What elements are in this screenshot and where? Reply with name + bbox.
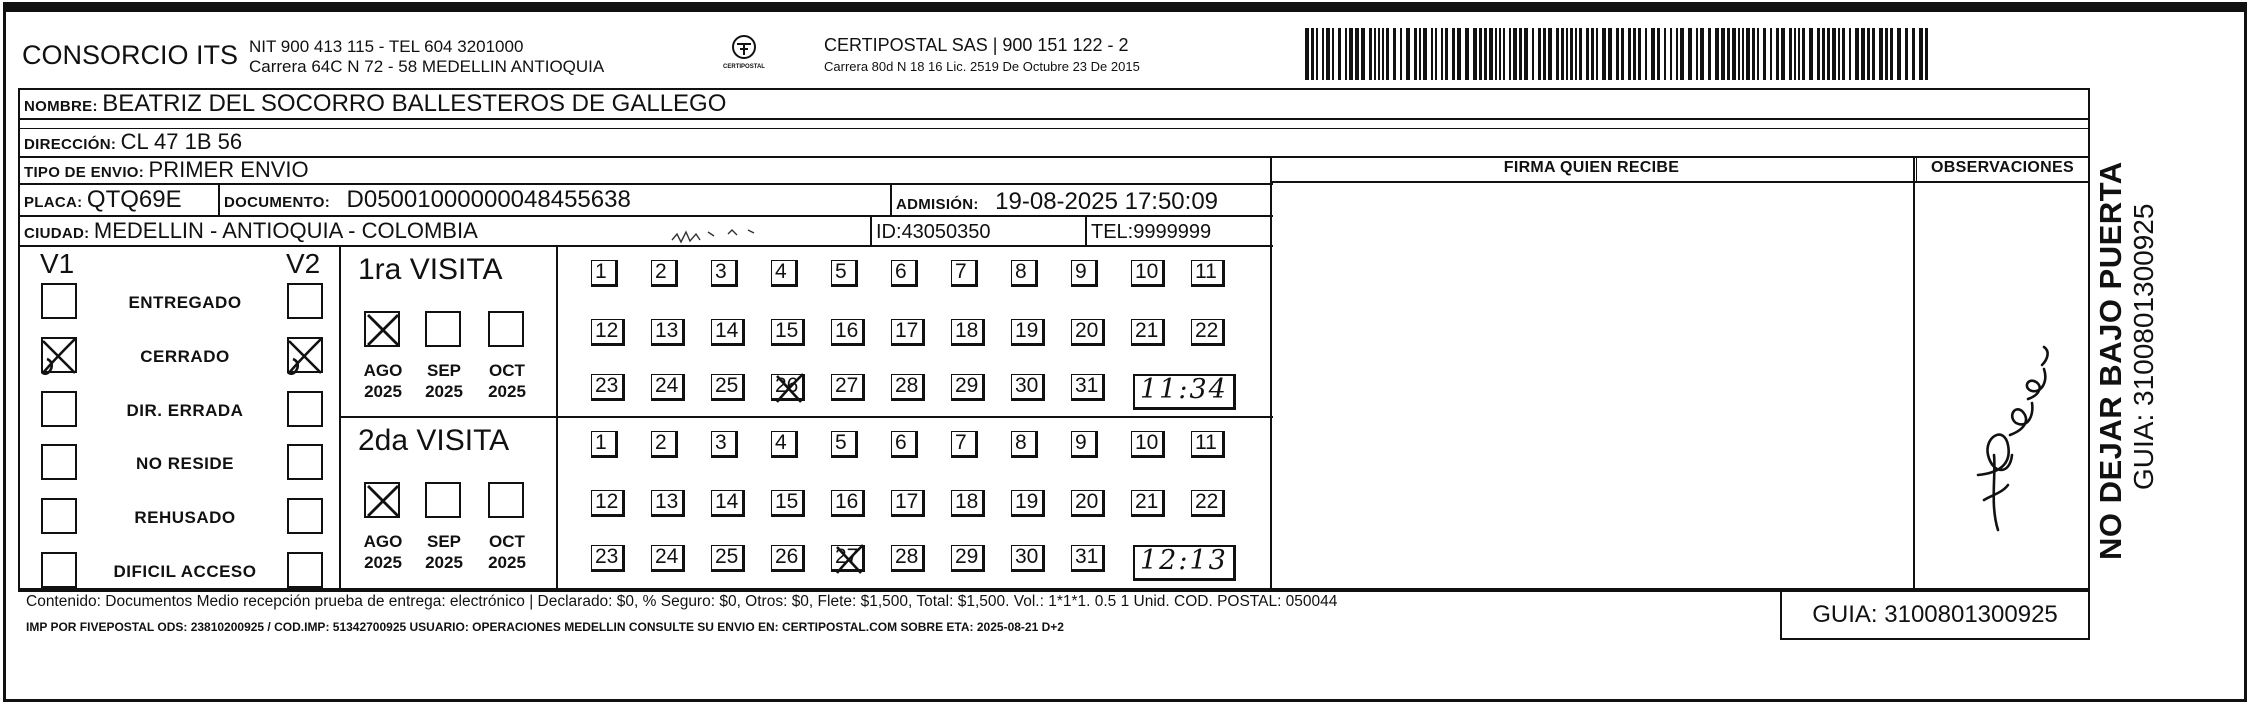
day-box[interactable]: 22 — [1191, 319, 1225, 346]
day-box[interactable]: 28 — [891, 545, 925, 572]
day-box[interactable]: 27 — [831, 545, 865, 572]
barcode-bar — [1499, 28, 1501, 80]
row-divider — [18, 156, 2090, 158]
barcode-bar — [1638, 28, 1641, 80]
barcode-bar — [1890, 28, 1893, 80]
barcode-bar — [1742, 28, 1744, 80]
day-box[interactable]: 24 — [651, 374, 685, 401]
v1-checkbox[interactable] — [41, 498, 77, 534]
barcode-bar — [1670, 28, 1672, 80]
barcode-bar — [1596, 28, 1598, 80]
day-box[interactable]: 3 — [711, 260, 738, 287]
barcode-bar — [1524, 28, 1528, 80]
tel-row — [1091, 222, 1211, 242]
barcode-bar — [1369, 28, 1372, 80]
barcode-bar — [1832, 28, 1836, 80]
barcode-bar — [1452, 28, 1455, 80]
barcode-bar — [1419, 28, 1421, 80]
row-divider — [18, 245, 1273, 247]
barcode — [1305, 28, 1935, 80]
day-box[interactable]: 5 — [831, 260, 858, 287]
logo-emblem-icon — [729, 34, 759, 60]
barcode-bar — [1885, 28, 1888, 80]
month-label: OCT — [489, 361, 525, 380]
barcode-bar — [1479, 28, 1482, 80]
barcode-bar — [1509, 28, 1511, 80]
barcode-bar — [1361, 28, 1365, 80]
month-label: SEP — [426, 361, 462, 380]
col-divider — [218, 183, 220, 215]
checkmark-icon — [37, 333, 81, 377]
id-value: 43050350 — [901, 221, 991, 243]
barcode-bar — [1400, 28, 1402, 80]
barcode-bar — [1827, 28, 1830, 80]
day-box[interactable]: 14 — [711, 490, 745, 517]
documento-row — [224, 188, 631, 212]
v2-checkbox[interactable] — [287, 391, 323, 427]
day-box[interactable]: 9 — [1071, 431, 1098, 458]
barcode-bar — [1842, 28, 1845, 80]
barcode-bar — [1423, 28, 1427, 80]
direccion-row — [24, 131, 242, 153]
documento-value: D05001000000048455638 — [346, 186, 631, 213]
day-box[interactable]: 18 — [951, 490, 985, 517]
day-box[interactable]: 12 — [591, 490, 625, 517]
col-divider — [1085, 215, 1087, 245]
v2-checkbox[interactable] — [287, 498, 323, 534]
day-box[interactable]: 29 — [951, 374, 985, 401]
month-checkbox[interactable] — [488, 311, 524, 347]
row-divider — [1270, 181, 2090, 183]
barcode-bar — [1495, 28, 1497, 80]
status-option-label: DIFICIL ACCESO — [113, 562, 257, 581]
barcode-bar — [1608, 28, 1612, 80]
day-box[interactable]: 7 — [951, 431, 978, 458]
day-box[interactable]: 26 — [771, 545, 805, 572]
barcode-bar — [1628, 28, 1631, 80]
v1-checkbox[interactable] — [41, 283, 77, 319]
barcode-bar — [1715, 28, 1719, 80]
barcode-bar — [1912, 28, 1915, 80]
year-label: 2025 — [425, 382, 463, 401]
day-box[interactable]: 10 — [1131, 431, 1165, 458]
company-line2: Carrera 64C N 72 - 58 MEDELLIN ANTIOQUIA — [249, 57, 605, 76]
day-box[interactable]: 16 — [831, 319, 865, 346]
day-box[interactable]: 6 — [891, 260, 918, 287]
company-line1: NIT 900 413 115 - TEL 604 3201000 — [249, 37, 524, 56]
barcode-bar — [1414, 28, 1417, 80]
month-checkbox[interactable] — [425, 311, 461, 347]
barcode-bar — [1345, 28, 1347, 80]
barcode-bar — [1435, 28, 1437, 80]
tel-label: TEL: — [1091, 221, 1134, 243]
barcode-bar — [1473, 28, 1477, 80]
barcode-bar — [1332, 28, 1334, 80]
barcode-bar — [1925, 28, 1928, 80]
ink-smudge — [668, 222, 788, 252]
barcode-bar — [1570, 28, 1573, 80]
admision-row — [896, 190, 1218, 214]
barcode-bar — [1700, 28, 1704, 80]
barcode-bar — [1746, 28, 1750, 80]
barcode-bar — [1586, 28, 1589, 80]
v2-checkbox[interactable] — [287, 283, 323, 319]
nombre-label: NOMBRE: — [24, 98, 98, 115]
day-box[interactable]: 11 — [1191, 260, 1225, 287]
barcode-bar — [1602, 28, 1606, 80]
status-option-label: DIR. ERRADA — [126, 401, 244, 420]
firma-label: FIRMA QUIEN RECIBE — [1503, 159, 1680, 176]
day-box[interactable]: 2 — [651, 260, 678, 287]
courier-line2: Carrera 80d N 18 16 Lic. 2519 De Octubre 23 De 2015 — [824, 59, 1140, 74]
day-box[interactable]: 25 — [711, 545, 745, 572]
barcode-bar — [1861, 28, 1865, 80]
year-label: 2025 — [488, 553, 526, 572]
barcode-bar — [1738, 28, 1740, 80]
direccion-value: CL 47 1B 56 — [120, 129, 243, 154]
day-box[interactable]: 13 — [651, 490, 685, 517]
ciudad-value: MEDELLIN - ANTIOQUIA - COLOMBIA — [93, 218, 478, 243]
placa-value: QTQ69E — [86, 186, 182, 213]
ciudad-label: CIUDAD: — [24, 225, 90, 242]
barcode-bar — [1575, 28, 1577, 80]
barcode-bar — [1897, 28, 1901, 80]
day-box[interactable]: 1 — [591, 431, 618, 458]
day-box[interactable]: 31 — [1071, 374, 1105, 401]
month-checkbox[interactable] — [488, 482, 524, 518]
day-box[interactable]: 8 — [1011, 431, 1038, 458]
barcode-bar — [1651, 28, 1655, 80]
barcode-bar — [1431, 28, 1433, 80]
barcode-bar — [1919, 28, 1923, 80]
barcode-bar — [1905, 28, 1908, 80]
v2-label: V2 — [286, 248, 321, 279]
v2-checkbox[interactable] — [287, 552, 323, 588]
row-divider — [18, 183, 1273, 185]
barcode-bar — [1489, 28, 1493, 80]
barcode-bar — [1721, 28, 1725, 80]
day-box[interactable]: 9 — [1071, 260, 1098, 287]
side-warning: NO DEJAR BAJO PUERTA — [2093, 161, 2128, 560]
footer-imp: IMP POR FIVEPOSTAL ODS: 23810200925 / COD.IMP: 51342700925 USUARIO: OPERACIONES MEDELLIN CONSULTE SU ENVIO EN: CERTIPOSTAL.COM SOBRE ETA: 2025-08-21 D+2 — [26, 620, 1064, 634]
barcode-bar — [1513, 28, 1517, 80]
day-box[interactable]: 21 — [1131, 490, 1165, 517]
status-option-label: NO RESIDE — [135, 454, 235, 473]
day-box[interactable]: 3 — [711, 431, 738, 458]
day-box[interactable]: 30 — [1011, 374, 1045, 401]
side-guia: GUIA: 3100801300925 — [2128, 203, 2159, 490]
barcode-bar — [1322, 28, 1324, 80]
month-label: OCT — [489, 532, 525, 551]
barcode-bar — [1621, 28, 1624, 80]
month-checkbox[interactable] — [425, 482, 461, 518]
barcode-bar — [1538, 28, 1541, 80]
month-label: SEP — [426, 532, 462, 551]
checkmark-icon — [283, 333, 327, 377]
barcode-bar — [1633, 28, 1636, 80]
guia-box-text: GUIA: 3100801300925 — [1812, 601, 2058, 628]
checkmark-icon — [364, 311, 404, 351]
barcode-bar — [1406, 28, 1410, 80]
admision-label: ADMISIÓN: — [896, 196, 979, 213]
status-option-label: CERRADO — [140, 347, 230, 366]
tipo-row — [24, 159, 309, 181]
row-divider — [18, 128, 2090, 129]
barcode-bar — [1645, 28, 1647, 80]
day-box[interactable]: 15 — [771, 490, 805, 517]
footer-contenido: Contenido: Documentos Medio recepción prueba de entrega: electrónico | Declarado: $0, % Seguro: $0, Otros: $0, Flete: $1,500, Total: $1,500. Vol.: 1*1*1. 0.5 1 Unid. COD. POSTAL: 050044 — [26, 593, 1338, 610]
barcode-bar — [1556, 28, 1559, 80]
month-label: AGO — [363, 532, 403, 551]
barcode-bar — [1378, 28, 1380, 80]
day-box[interactable]: 21 — [1131, 319, 1165, 346]
day-box[interactable]: 19 — [1011, 490, 1045, 517]
placa-row — [24, 188, 182, 212]
col-divider — [870, 215, 872, 245]
day-box[interactable]: 12 — [591, 319, 625, 346]
day-box[interactable]: 31 — [1071, 545, 1105, 572]
barcode-bar — [1680, 28, 1684, 80]
status-option-label: ENTREGADO — [128, 293, 242, 312]
barcode-bar — [1543, 28, 1546, 80]
day-box[interactable]: 27 — [831, 374, 865, 401]
barcode-bar — [1838, 28, 1840, 80]
barcode-bar — [1579, 28, 1582, 80]
v1-checkbox[interactable] — [41, 552, 77, 588]
barcode-bar — [1616, 28, 1619, 80]
day-box[interactable]: 20 — [1071, 319, 1105, 346]
barcode-bar — [1708, 28, 1711, 80]
tipo-label: TIPO DE ENVIO: — [24, 164, 145, 181]
year-label: 2025 — [425, 553, 463, 572]
nombre-row — [24, 92, 726, 116]
barcode-bar — [1732, 28, 1736, 80]
barcode-bar — [1879, 28, 1883, 80]
visit-title: 1ra VISITA — [358, 253, 503, 286]
day-box[interactable]: 26 — [771, 374, 805, 401]
barcode-bar — [1445, 28, 1448, 80]
day-box[interactable]: 6 — [891, 431, 918, 458]
nombre-value: BEATRIZ DEL SOCORRO BALLESTEROS DE GALLEGO — [102, 90, 727, 117]
ciudad-row — [24, 220, 478, 242]
barcode-bar — [1798, 28, 1800, 80]
visit-title: 2da VISITA — [358, 424, 510, 457]
barcode-bar — [1532, 28, 1534, 80]
v2-checkbox[interactable] — [287, 444, 323, 480]
day-box[interactable]: 25 — [711, 374, 745, 401]
barcode-bar — [1781, 28, 1785, 80]
day-mark-icon — [829, 541, 869, 577]
day-box[interactable]: 7 — [951, 260, 978, 287]
placa-label: PLACA: — [24, 194, 83, 211]
status-section-divider — [339, 416, 1273, 418]
barcode-bar — [1802, 28, 1805, 80]
day-box[interactable]: 24 — [651, 545, 685, 572]
day-box[interactable]: 4 — [771, 431, 798, 458]
day-box[interactable]: 5 — [831, 431, 858, 458]
barcode-bar — [1809, 28, 1813, 80]
barcode-bar — [1355, 28, 1359, 80]
barcode-bar — [1326, 28, 1330, 80]
barcode-bar — [1566, 28, 1568, 80]
barcode-bar — [1386, 28, 1389, 80]
tel-value: 9999999 — [1133, 221, 1212, 243]
v1-label: V1 — [40, 248, 75, 279]
day-box[interactable]: 13 — [651, 319, 685, 346]
barcode-bar — [1561, 28, 1564, 80]
barcode-bar — [1776, 28, 1779, 80]
col-divider — [890, 183, 892, 215]
barcode-bar — [1789, 28, 1792, 80]
recipient-signature — [1938, 325, 2058, 545]
barcode-bar — [1855, 28, 1859, 80]
barcode-bar — [1465, 28, 1469, 80]
day-box[interactable]: 2 — [651, 431, 678, 458]
id-row — [876, 222, 991, 242]
month-label: AGO — [363, 361, 403, 380]
barcode-bar — [1457, 28, 1461, 80]
barcode-bar — [1817, 28, 1820, 80]
barcode-bar — [1657, 28, 1660, 80]
day-box[interactable]: 28 — [891, 374, 925, 401]
barcode-bar — [1757, 28, 1759, 80]
status-section-divider — [556, 245, 558, 590]
company-name: CONSORCIO ITS — [22, 40, 239, 70]
barcode-bar — [1441, 28, 1443, 80]
barcode-bar — [1374, 28, 1376, 80]
barcode-bar — [1382, 28, 1384, 80]
admision-value: 19-08-2025 17:50:09 — [995, 188, 1219, 215]
barcode-bar — [1484, 28, 1487, 80]
day-box[interactable]: 4 — [771, 260, 798, 287]
barcode-bar — [1548, 28, 1552, 80]
barcode-bar — [1696, 28, 1698, 80]
day-box[interactable]: 11 — [1191, 431, 1225, 458]
day-box[interactable]: 29 — [951, 545, 985, 572]
day-box[interactable]: 15 — [771, 319, 805, 346]
day-box[interactable]: 18 — [951, 319, 985, 346]
tipo-value: PRIMER ENVIO — [148, 157, 309, 182]
courier-line1: CERTIPOSTAL SAS | 900 151 122 - 2 — [824, 35, 1129, 55]
day-box[interactable]: 22 — [1191, 490, 1225, 517]
day-box[interactable]: 19 — [1011, 319, 1045, 346]
day-box[interactable]: 1 — [591, 260, 618, 287]
row-divider — [18, 118, 2090, 120]
day-box[interactable]: 17 — [891, 490, 925, 517]
barcode-bar — [1316, 28, 1318, 80]
barcode-bar — [1727, 28, 1730, 80]
visit-time-handwritten: 11:34 — [1140, 374, 1228, 405]
barcode-bar — [1349, 28, 1353, 80]
barcode-bar — [1849, 28, 1851, 80]
barcode-bar — [1305, 28, 1309, 80]
day-box[interactable]: 30 — [1011, 545, 1045, 572]
barcode-bar — [1519, 28, 1522, 80]
v1-checkbox[interactable] — [41, 391, 77, 427]
day-box[interactable]: 16 — [831, 490, 865, 517]
day-mark-icon — [769, 370, 809, 406]
barcode-bar — [1393, 28, 1396, 80]
barcode-bar — [1752, 28, 1755, 80]
documento-label: DOCUMENTO: — [224, 194, 331, 211]
day-box[interactable]: 17 — [891, 319, 925, 346]
year-label: 2025 — [488, 382, 526, 401]
barcode-bar — [1676, 28, 1678, 80]
day-box[interactable]: 23 — [591, 374, 625, 401]
logo-text: CERTIPOSTAL — [723, 64, 765, 70]
year-label: 2025 — [364, 382, 402, 401]
barcode-bar — [1770, 28, 1772, 80]
barcode-bar — [1822, 28, 1825, 80]
status-option-label: REHUSADO — [134, 508, 236, 527]
barcode-bar — [1338, 28, 1341, 80]
observaciones-label: OBSERVACIONES — [1931, 159, 2074, 176]
checkmark-icon — [364, 482, 404, 522]
col-divider — [1270, 156, 1272, 590]
day-box[interactable]: 23 — [591, 545, 625, 572]
barcode-bar — [1867, 28, 1870, 80]
barcode-bar — [1794, 28, 1796, 80]
day-box[interactable]: 14 — [711, 319, 745, 346]
barcode-bar — [1872, 28, 1875, 80]
id-label: ID: — [876, 221, 902, 243]
direccion-label: DIRECCIÓN: — [24, 136, 117, 153]
day-box[interactable]: 8 — [1011, 260, 1038, 287]
courier-logo — [714, 34, 774, 78]
barcode-bar — [1591, 28, 1594, 80]
day-box[interactable]: 20 — [1071, 490, 1105, 517]
barcode-bar — [1664, 28, 1666, 80]
barcode-bar — [1503, 28, 1505, 80]
barcode-bar — [1763, 28, 1766, 80]
year-label: 2025 — [364, 553, 402, 572]
col-divider — [1913, 156, 1915, 590]
day-box[interactable]: 10 — [1131, 260, 1165, 287]
visit-time-handwritten: 12:13 — [1140, 545, 1228, 576]
v1-checkbox[interactable] — [41, 444, 77, 480]
barcode-bar — [1311, 28, 1314, 80]
barcode-bar — [1688, 28, 1692, 80]
